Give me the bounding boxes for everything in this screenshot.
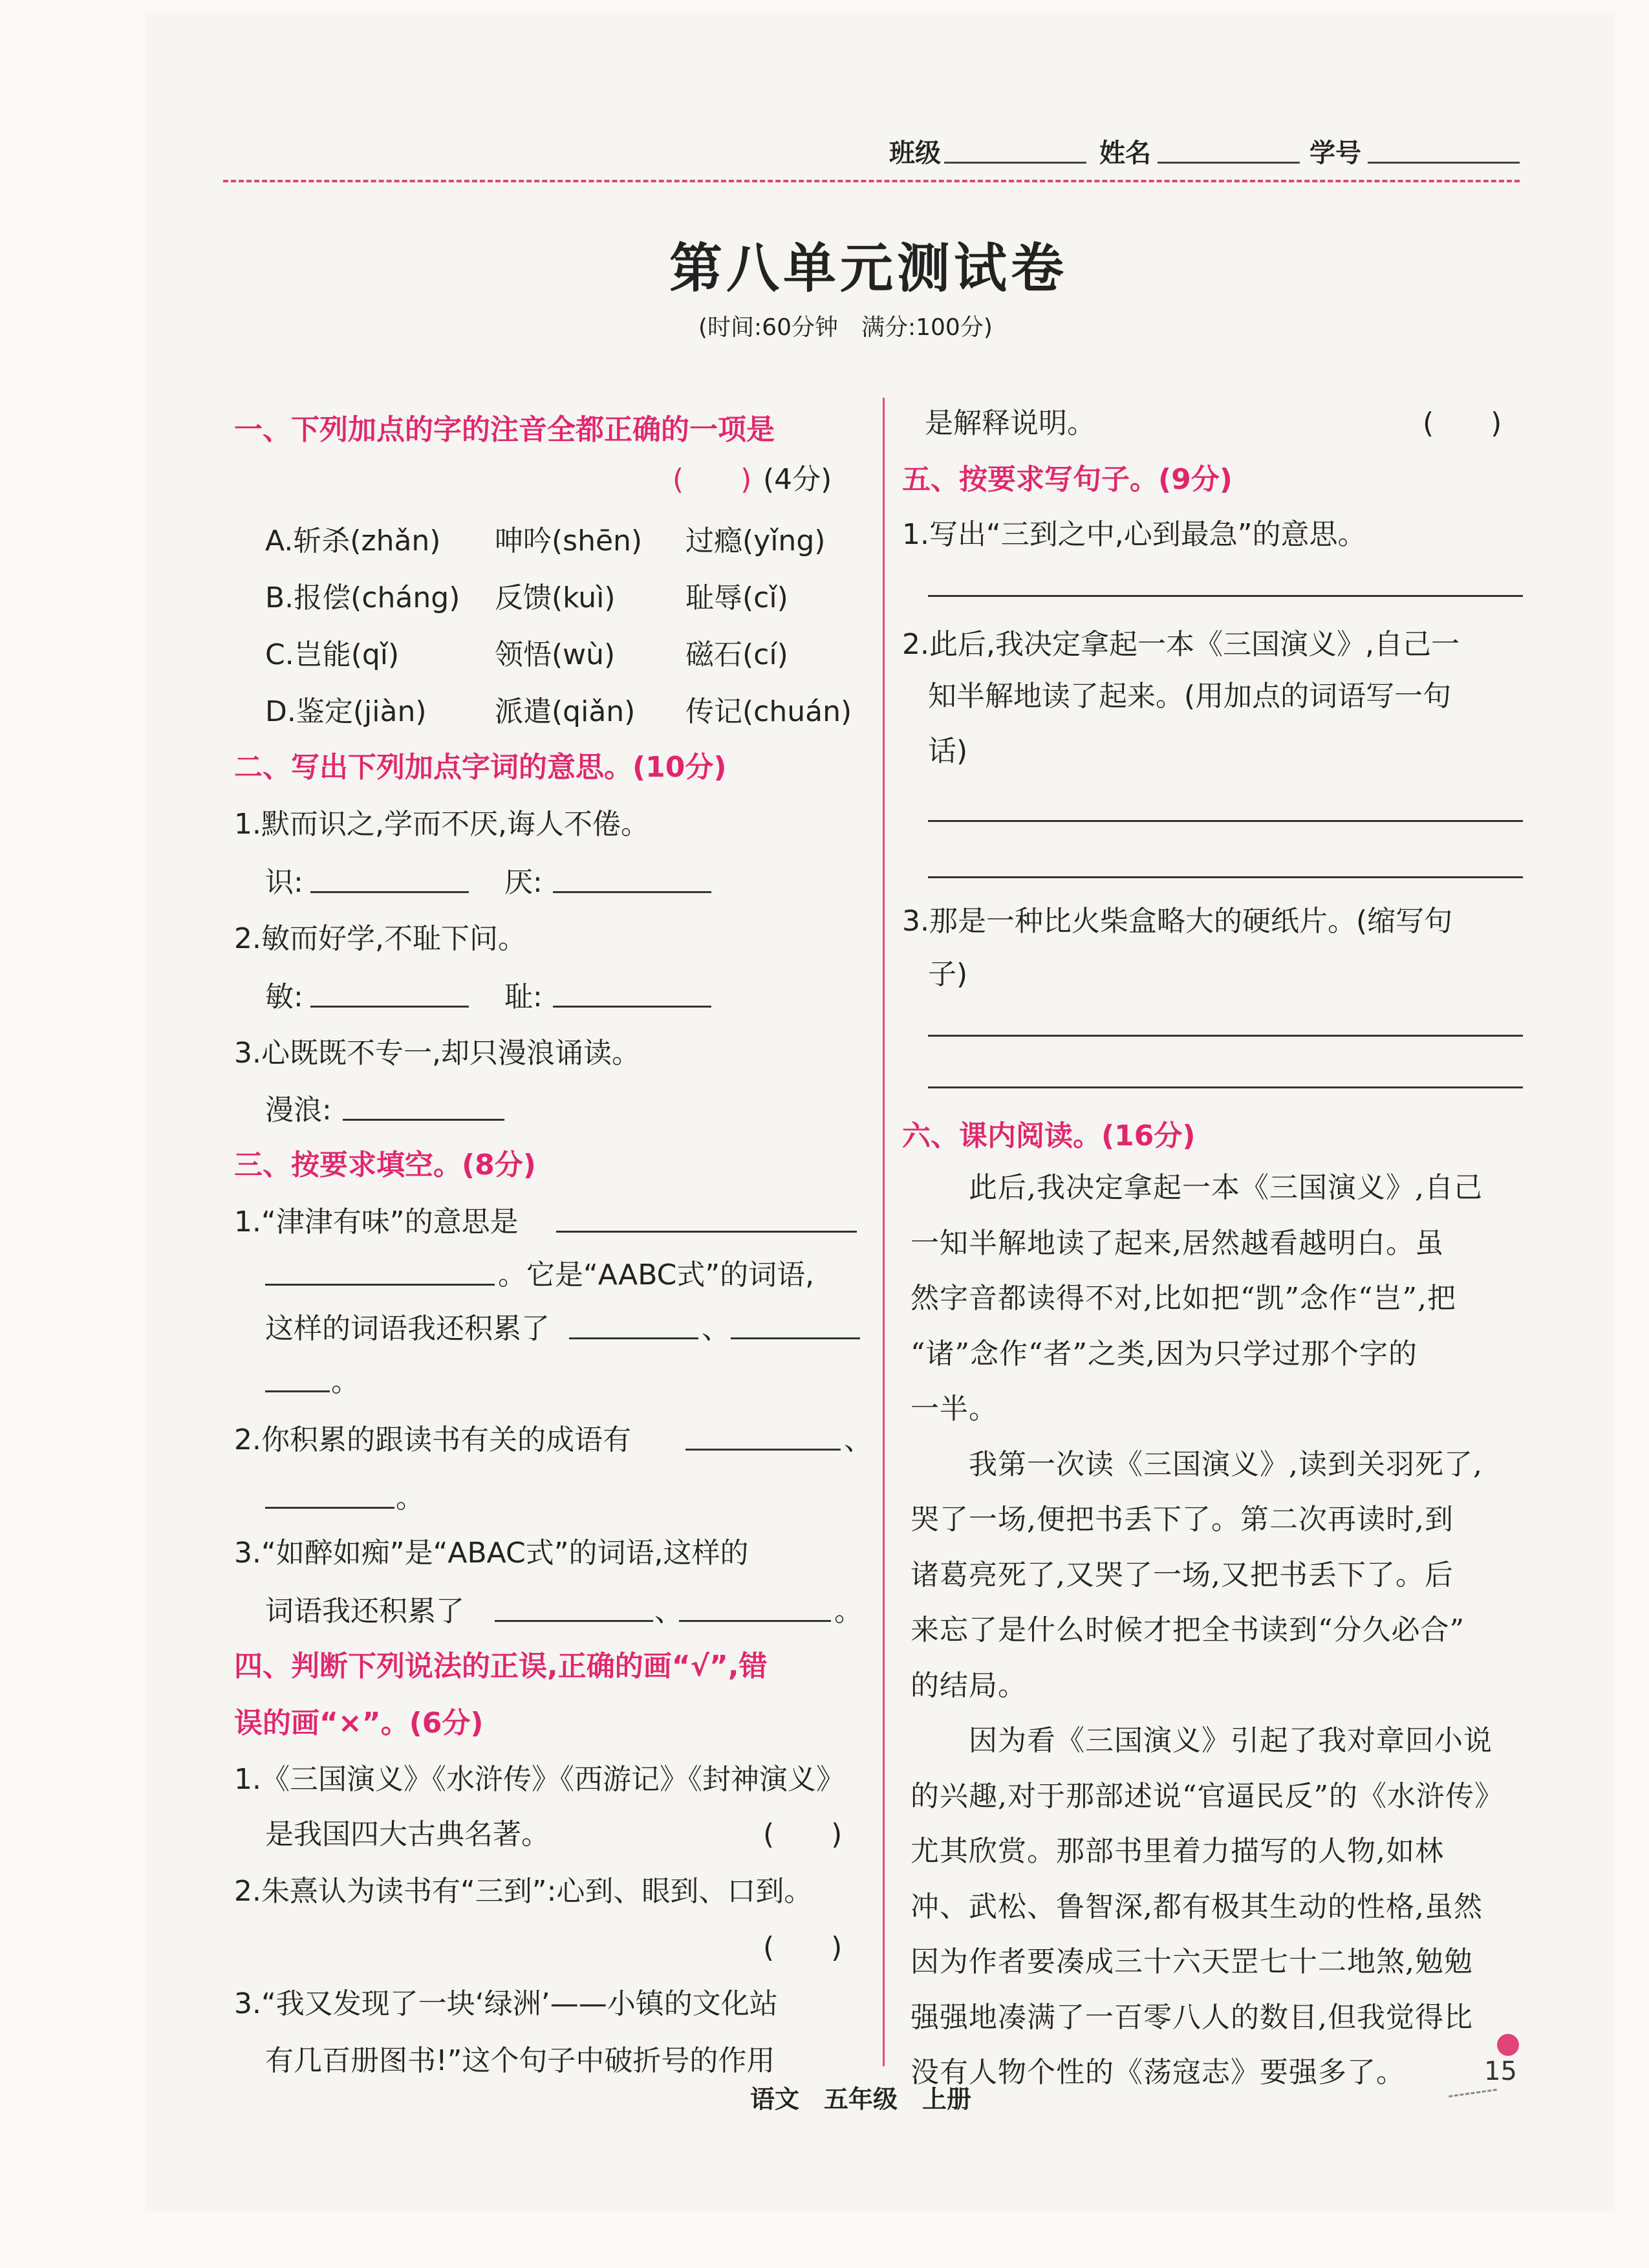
column-divider [883, 398, 885, 2066]
name-field[interactable] [1158, 162, 1300, 164]
option-b-3: 耻辱(cǐ) [685, 581, 788, 614]
s3-q1d: 、 [702, 1312, 730, 1345]
s2-q2a-label: 敏: [265, 980, 303, 1013]
reading-line: 此后,我决定拿起一本《三国演义》,自己 [911, 1171, 1483, 1204]
section-1-score: (4分) [763, 463, 832, 496]
s3-q3-blank-1[interactable] [495, 1620, 653, 1622]
s3-q1-blank-2[interactable] [265, 1284, 495, 1286]
s3-q1-blank-5[interactable] [265, 1390, 330, 1392]
reading-line: 一知半解地读了起来,居然越看越明白。虽 [911, 1226, 1444, 1260]
s3-q1c: 这样的词语我还积累了 [265, 1312, 550, 1345]
s2-q3a-blank[interactable] [343, 1119, 504, 1121]
s2-q1b-blank[interactable] [553, 891, 711, 893]
s3-q2a: 2.你积累的跟读书有关的成语有 [234, 1423, 631, 1456]
option-a-2: 呻吟(shēn) [495, 524, 643, 557]
reading-line: 哭了一场,便把书丢下了。第二次再读时,到 [911, 1503, 1454, 1536]
section-6-heading: 六、课内阅读。(16分) [902, 1119, 1196, 1152]
s3-q1a: 1.“津津有味”的意思是 [234, 1205, 519, 1238]
reading-line: 冲、武松、鲁智深,都有极其生动的性格,虽然 [911, 1890, 1483, 1923]
s3-q1-blank-1[interactable] [556, 1231, 857, 1233]
s2-q3a-label: 漫浪: [265, 1094, 332, 1127]
s2-q1: 1.默而识之,学而不厌,诲人不倦。 [234, 808, 649, 841]
footer-subject: 语文 五年级 上册 [750, 2085, 972, 2113]
reading-line: 尤其欣赏。那部书里着力描写的人物,如林 [911, 1835, 1444, 1868]
reading-line: 诸葛亮死了,又哭了一场,又把书丢下了。后 [911, 1558, 1454, 1592]
option-d-3: 传记(chuán) [685, 695, 852, 728]
page-title: 第八单元测试卷 [669, 238, 1068, 299]
option-b-1: B.报偿(cháng) [265, 581, 460, 614]
s5-q3-answer-line-1[interactable] [928, 1035, 1523, 1037]
s4-q3c: 是解释说明。 [925, 407, 1095, 440]
section-4-heading-2: 误的画“×”。(6分) [234, 1707, 484, 1740]
option-a-3: 过瘾(yǐng) [685, 524, 826, 557]
name-label: 姓名 [1099, 138, 1151, 168]
reading-line: 一半。 [911, 1392, 998, 1425]
page-subtitle: (时间:60分钟 满分:100分) [698, 314, 993, 341]
s3-q3b: 词语我还积累了 [265, 1595, 464, 1628]
s5-q2c: 话) [928, 735, 968, 768]
s3-q2-blank-2[interactable] [265, 1507, 394, 1509]
s3-q3c: 、 [654, 1595, 683, 1628]
option-a-1: A.斩杀(zhǎn) [265, 524, 441, 557]
reading-line: 因为看《三国演义》引起了我对章回小说 [911, 1724, 1493, 1757]
s4-q3-paren[interactable]: ( ) [1423, 407, 1502, 440]
option-c-3: 磁石(cí) [685, 638, 788, 671]
reading-line: 强强地凑满了一百零八人的数目,但我觉得比 [911, 2000, 1473, 2034]
option-d-2: 派遣(qiǎn) [495, 695, 636, 728]
s3-q2c: 。 [396, 1482, 424, 1515]
s5-q2b: 知半解地读了起来。(用加点的词语写一句 [928, 680, 1452, 713]
s4-q2a: 2.朱熹认为读书有“三到”:心到、眼到、口到。 [234, 1875, 813, 1908]
s5-q3a: 3.那是一种比火柴盒略大的硬纸片。(缩写句 [902, 905, 1453, 938]
s5-q3-answer-line-2[interactable] [928, 1086, 1523, 1088]
s3-q3d: 。 [834, 1595, 863, 1628]
s2-q1a-label: 识: [265, 866, 303, 899]
s5-q2-answer-line-2[interactable] [928, 876, 1523, 878]
option-b-2: 反馈(kuì) [495, 581, 616, 614]
s2-q2b-blank[interactable] [553, 1006, 711, 1008]
s5-q1-answer-line[interactable] [928, 595, 1523, 597]
reading-line: 然字音都读得不对,比如把“凯”念作“岂”,把 [911, 1282, 1456, 1315]
s4-q2-paren[interactable]: ( ) [763, 1931, 843, 1964]
s5-q2-answer-line-1[interactable] [928, 820, 1523, 822]
class-label: 班级 [889, 138, 941, 168]
s3-q2-blank-1[interactable] [685, 1449, 841, 1451]
s5-q1: 1.写出“三到之中,心到最急”的意思。 [902, 518, 1366, 551]
page-badge-icon [1497, 2034, 1519, 2056]
s3-q1e: 。 [331, 1365, 360, 1398]
s3-q2b: 、 [844, 1423, 872, 1456]
reading-line: 因为作者要凑成三十六天罡七十二地煞,勉勉 [911, 1945, 1473, 1978]
section-4-heading-1: 四、判断下列说法的正误,正确的画“√”,错 [234, 1650, 768, 1683]
option-d-1: D.鉴定(jiàn) [265, 695, 427, 728]
section-5-heading: 五、按要求写句子。(9分) [902, 463, 1233, 496]
s3-q1b: 。它是“AABC式”的词语, [498, 1258, 815, 1291]
reading-line: 没有人物个性的《荡寇志》要强多了。 [911, 2056, 1405, 2089]
s2-q2b-label: 耻: [504, 980, 543, 1013]
s2-q2a-blank[interactable] [310, 1006, 469, 1008]
reading-line: 的结局。 [911, 1669, 1027, 1702]
s5-q3b: 子) [928, 958, 968, 991]
s3-q3a: 3.“如醉如痴”是“ABAC式”的词语,这样的 [234, 1537, 749, 1570]
s4-q1b: 是我国四大古典名著。 [265, 1818, 550, 1851]
s2-q1a-blank[interactable] [310, 891, 469, 893]
section-3-heading: 三、按要求填空。(8分) [234, 1149, 536, 1182]
s2-q3: 3.心既既不专一,却只漫浪诵读。 [234, 1037, 640, 1070]
s4-q1-paren[interactable]: ( ) [763, 1818, 843, 1851]
s3-q3-blank-2[interactable] [679, 1620, 831, 1622]
s4-q3a: 3.“我又发现了一块‘绿洲’——小镇的文化站 [234, 1987, 778, 2020]
reading-line: 的兴趣,对于那部述说“官逼民反”的《水浒传》 [911, 1779, 1503, 1813]
reading-line: 我第一次读《三国演义》,读到关羽死了, [911, 1447, 1483, 1481]
option-c-1: C.岂能(qǐ) [265, 638, 400, 671]
s5-q2a: 2.此后,我决定拿起一本《三国演义》,自己一 [902, 628, 1460, 661]
class-field[interactable] [944, 162, 1086, 164]
section-1-answer-paren[interactable]: ( ) [673, 463, 752, 496]
s2-q1b-label: 厌: [504, 866, 543, 899]
s2-q2: 2.敏而好学,不耻下问。 [234, 922, 526, 955]
reading-line: 来忘了是什么时候才把全书读到“分久必合” [911, 1614, 1465, 1647]
s4-q3b: 有几百册图书!”这个句子中破折号的作用 [265, 2044, 775, 2077]
reading-line: “诸”念作“者”之类,因为只学过那个字的 [911, 1337, 1417, 1370]
s4-q1a: 1.《三国演义》《水浒传》《西游记》《封神演义》 [234, 1763, 845, 1796]
s3-q1-blank-3[interactable] [569, 1337, 698, 1339]
id-field[interactable] [1368, 162, 1520, 164]
s3-q1-blank-4[interactable] [731, 1337, 860, 1339]
option-c-2: 领悟(wù) [495, 638, 616, 671]
id-label: 学号 [1310, 138, 1361, 168]
header-dashed-rule [223, 180, 1520, 182]
section-2-heading: 二、写出下列加点字词的意思。(10分) [234, 751, 727, 784]
section-1-heading: 一、下列加点的字的注音全都正确的一项是 [234, 413, 775, 446]
page-number: 15 [1484, 2057, 1517, 2086]
